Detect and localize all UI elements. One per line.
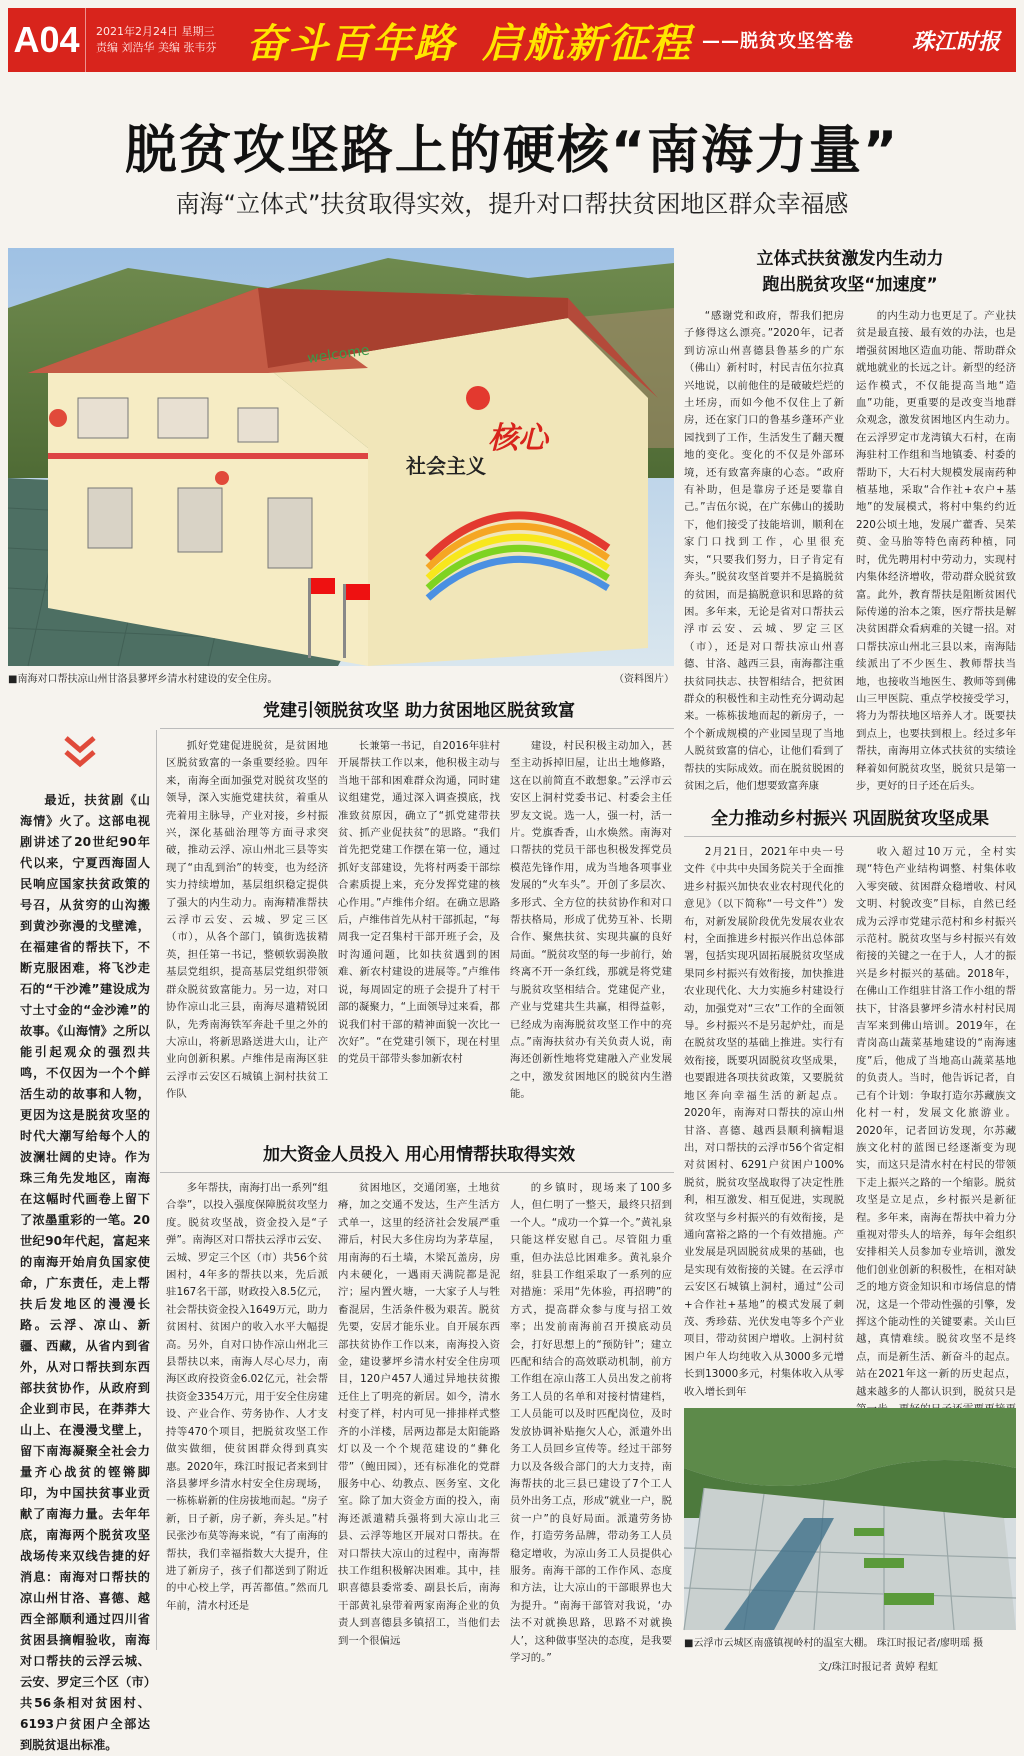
section1-col3-text: 建设，村民积极主动加入，甚至主动拆掉旧屋，让出土地修路，这在以前简直不敢想象。”云浮市云安区上洞村党委书记、村委会主任罗友文说。选一人，强一村，活一片。党旗香香，山水焕然。南海对口帮扶的党员干部也积极发挥党员模范先锋作用，成为当地各项事业发展的“火车头”。开创了多层次、多形式、全方位的扶贫协作和对口帮扶格局，形成了优势互补、长期合作、聚焦扶贫、实现共赢的良好局面。“脱贫攻坚的每一步前行，始终离不开一条红线，那就是将党建与脱贫攻坚相结合。党建促产业，产业与党建共生共赢，相得益彰，已经成为南海脱贫攻坚工作中的亮点。”南海扶贫办有关负责人说，南海还创新性地将党建融入产业发展之中，激发贫困地区的脱贫内生潜能。 (510, 740, 672, 1101)
section2-rule (160, 1172, 674, 1173)
wall-text-welcome: welcome (306, 342, 371, 367)
issue-editors: 责编 刘浩华 美编 张韦芬 (96, 41, 217, 54)
main-photo-caption (8, 670, 674, 685)
wall-text-core: 核心 (488, 421, 548, 456)
section2-col1-text: 多年帮扶，南海打出一系列“组合拳”，以投入强度保障脱贫攻坚力度。脱贫攻坚战，资金投入是“子弹”。南海区对口帮扶云浮市云安、云城、罗定三个区（市）共56个贫困村，4年多的帮扶以来，先后派驻167名干部，财政投入8.5亿元，社会帮扶资金投入1649万元，助力贫困村、贫困户的收入水平大幅提高。另外，自对口协作凉山州北三县帮扶以来，南海人尽心尽力，南海区政府投资金6.02亿元，社会帮扶资金3354万元，用于安全住房建设、产业合作、劳务协作、人才支持等470个项目，把脱贫攻坚工作做实做细，使贫困群众得到真实惠。2020年，珠江时报记者来到甘洛县蓼坪乡清水村安全住房现场，一栋栋崭新的住房拔地而起。“房子新，日子新，房子新，奔头足。”村民张沙布莫等海来说，“有了南海的帮扶，我们幸福指数大大提升，住进了新房子，孩子们都送到了附近的中心校上学，再苦都值。”然而几年前，清水村还是 (166, 1182, 328, 1612)
chevron-down-icon (60, 732, 100, 772)
section3-heading-line2: 跑出脱贫攻坚“加速度” (762, 275, 938, 295)
section1-col1-text: 抓好党建促进脱贫，是贫困地区脱贫致富的一条重要经验。四年来，南海全面加强党对脱贫攻坚的领导，深入实施党建扶贫，着重从壳着用主脉导，产业对接，乡村振兴，深化基础治理等方面寻求突破，推动云浮、凉山州北三县等实现了“由乱到治”的转变，也为经济实力持续增加，基层组织稳定提供了强大的内生动力。南海精准帮扶云浮市云安、云城、罗定三区（市），从各个部门，镇街选拔精英，担任第一书记，整顿软弱涣散基层党组织，提高基层党组织带领群众脱贫致富能力。另一边，对口协作凉山北三县，南海尽遣精锐团队，先秀南海铁军奔赴千里之外的大凉山，将新思路送进大山，让产业向创新积累。卢维伟是南海区驻云浮市云安区石城镇上洞村扶贫工作队 (166, 740, 328, 1101)
section2-col3 (510, 1180, 672, 1664)
banner-left: 奋斗百年路 (246, 19, 456, 67)
section3-heading-line1: 立体式扶贫激发内生动力 (756, 249, 944, 269)
section1-col3 (510, 738, 672, 1124)
section3-col1-text: “感谢党和政府，帮我们把房子修得这么漂亮。”2020年，记者到访凉山州喜德县鲁基乡的广东（佛山）新村时，村民吉伍尔拉真兴地说，以前他住的是破破烂烂的土坯房，而如今他不仅住上了新房，还在家门口的鲁基乡蓬环产业园找到了工作，生活发生了翻天覆地的变化。变化的不仅是外部环境，还有致富奔康的心态。“政府有补助，但是靠房子还是要靠自己。”吉伍尔说，在广东佛山的援助下，他们接受了技能培训，顺利在家门口找到工作，心里很充实，“只要我们努力，日子肯定有奔头。”脱贫攻坚首要并不是搞脱贫的贫困，而是搞脱意识和思路的贫困。多年来，无论是省对口帮扶云浮市云安、云城、罗定三区（市），还是对口帮扶凉山州喜德、甘洛、越西三县，南海都注重扶贫同扶志、扶智相结合，把贫困群众的积极性和主动性充分调动起来。一栋栋拔地而起的新房子，一个个新成规模的产业园呈现了当地人脱贫致富的信心，让他们看到了帮扶的实际成效。而在脱贫脱困的贫困之后，他们想要致富奔康 (684, 310, 844, 792)
section4-col1 (684, 844, 844, 1402)
section4-rule (684, 836, 1016, 837)
paper-logo: 珠江时报 (911, 28, 1000, 55)
section4-col2-text: 收入超过10万元，全村实现“特色产业结构调整、村集体收入零突破、贫困群众稳增收、村风文明、村貌改变”目标，自然已经成为云浮市党建示范村和乡村振兴示范村。脱贫攻坚与乡村振兴有效衔接的关键之一在于人，人才的振兴是乡村振兴的基础。2018年，在佛山工作组驻甘洛工作小组的帮扶下，甘洛县蓼坪乡清水村村民周吉军来到佛山培训。2019年，在青岗高山蔬菜基地建设的“南海速度”后，他成了当地高山蔬菜基地的负责人。当时，他告诉记者，自己有个计划：争取打造尔苏藏族文化村一村，发展文化旅游业。2020年，记者回访发现，尔苏藏族文化村的蓝图已经逐渐变为现实，而这只是清水村在村民的带领下走上振兴之路的一个缩影。脱贫攻坚是立足点，乡村振兴是新征程。多年来，南海在帮扶中着力分重视对带头人的培养，每年会组织安排相关人员参加专业培训，激发他们创业创新的积极性，在相对缺乏的地方资金知识和市场信息的情况，这是一个带动性强的引擎，发挥这个能动性的关键要素。关山巨越，真情难续。脱贫攻坚不是终点，而是新生活、新奋斗的起点。站在2021年这一新的历史起点，越来越多的人都认识到，脱贫只是 (856, 846, 1016, 1398)
greenhouse-photo (684, 1408, 1016, 1630)
section1-col2 (338, 738, 500, 1124)
page-number: A04 (8, 8, 86, 72)
section2-col1 (166, 1180, 328, 1640)
section3-heading (684, 246, 1016, 298)
lead-column-text: 最近，扶贫剧《山海情》火了。这部电视剧讲述了20世纪90年代以来，宁夏西海固人民响应国家扶贫政策的号召，从贫穷的山沟搬到黄沙弥漫的戈壁滩，在福建省的帮扶下，不断克服困难，将飞沙走石的“干沙滩”建设成为寸土寸金的“金沙滩”的故事。《山海情》之所以能引起观众的强烈共鸣，不仅因为一个个鲜活生动的故事和人物，更因为这是脱贫攻坚的时代大潮写给每个人的波澜壮阔的史诗。作为珠三角先发地区，南海在这幅时代画卷上留下了浓墨重彩的一笔。20世纪90年代起，富起来的南海开始肩负国家使命，广东责任，走上帮扶后发地区的漫漫长路。云浮、凉山、新疆、西藏，从省内到省外，从对口帮扶到东西部扶贫协作，从政府到企业到市民，在莽莽大山上、在漫漫戈壁上，留下南海凝聚全社会力量齐心战贫的铿锵脚印，为中国扶贫事业贡献了南海力量。去年年底，南海两个脱贫攻坚战场传来双线告捷的好消息：南海对口帮扶的凉山州甘洛、喜德、越西全部顺利通过四川省贫困县摘帽验收，南海对口帮扶的云浮云城、云安、罗定三个区（市）共56条相对贫困村、6193户贫困户全部达到脱贫退出标准。 (20, 793, 150, 1752)
byline: 文/珠江时报记者 黄婷 程虹 (818, 1662, 938, 1673)
section3-col2-text: 的内生动力也更足了。产业扶贫是最直接、最有效的办法，也是增强贫困地区造血功能、帮助群众就地就业的长远之计。新型的经济运作模式，不仅能提高当地“造血”功能，更重要的是改变当地群众观念，激发贫困地区内生动力。在云浮罗定市龙湾镇大石村，在南海驻村工作组和当地镇委、村委的帮助下，大石村大规模发展南药种植基地，采取“合作社+农户+基地”的发展模式，将村中集约约近220公顷土地，发展广藿香、吴茱萸、金马胎等特色南药种植，同时，优先聘用村中劳动力，实现村内集体经济增收，带动群众脱贫致富。此外，教育帮扶是阻断贫困代际传递的治本之策，医疗帮扶是解决贫困群众看病难的关键一招。对口帮扶凉山州北三县以来，南海陆续派出了不少医生、教师帮扶当地，也接收当地医生、教师等到佛山三甲医院、重点学校接受学习，将力为帮扶地区培养人才。既要扶到点上，也要扶到根上。经过多年帮扶，南海用立体式扶贫的实绩诠释着如何脱贫攻坚，脱贫只是第一步，更好的日子还在后头。 (856, 310, 1016, 792)
lead-column (20, 790, 150, 1752)
main-photo-credit: （资料图片） (614, 674, 674, 685)
section1-rule (160, 728, 674, 729)
sub-headline: 南海“立体式”扶贫取得实效，提升对口帮扶贫困地区群众幸福感 (175, 190, 849, 218)
section4-col2 (856, 844, 1016, 1402)
wall-text-socialism: 社会主义 (406, 454, 486, 478)
section1-col2-text: 长兼第一书记，自2016年驻村开展帮扶工作以来，他积极主动与当地干部和困难群众沟通，同时建议组建党，通过深入调查摸底，找准致贫原因，确立了“抓党建带扶贫、抓产业促扶贫”的思路。“我们首先把党建工作摆在第一位，通过抓好支部建设，先将村两委干部综合素质提上来，充分发挥党建的核心作用。”卢维伟介绍。在确立思路后，卢维伟首先从村干部抓起，“每周我一定召集村干部开班子会，及时沟通问题，比如扶贫遇到的困难、新农村建设的进展等。”卢维伟说，每周固定的班子会提升了村干部的凝聚力，“上面领导过来看，都说我们村干部的精神面貌一次比一次好”。“在党建引领下，现在村里的党员干部带头参加新农村 (338, 740, 500, 1066)
section4-col1-text: 2月21日，2021年中央一号文件《中共中央国务院关于全面推进乡村振兴加快农业农村现代化的意见》（以下简称“一号文件”）发布，对新发展阶段优先发展农业农村，全面推进乡村振兴作出总体部署，包括实现巩固拓展脱贫攻坚成果同乡村振兴有效衔接，加快推进农业现代化、大力实施乡村建设行动，加强党对“三农”工作的全面领导。乡村振兴不是另起炉灶，而是在脱贫攻坚的基础上推进。实行有效衔接，既要巩固脱贫攻坚成果，也要跟进各项扶贫政策，又要脱贫地区奔向幸福生活的新起点。2020年，南海对口帮扶的凉山州甘洛、喜德、越西县顺利摘帽退出，对口帮扶的云浮市56个省定相对贫困村、6291户贫困户100%脱贫，脱贫攻坚战取得了决定性胜利，相互激发、相互促进，实现脱贫攻坚与乡村振兴的有效衔接，是通向富裕之路的一个有效措施。产业发展是巩固脱贫成果的基础，也是实现有效衔接的关键。在云浮市云安区石城镇上洞村，通过“公司+合作社+基地”的模式发展了刺茂、秀珍菇、光伏发电等多个产业项目，带动贫困户增收。上洞村贫困户年人均纯收入从3000多元增长到13000多元，村集体收入从零收入增长到年 (684, 846, 844, 1398)
section2-col2-text: 贫困地区，交通闭塞，土地贫瘠，加之交通不发达，生产生活方式单一，这里的经济社会发展严重滞后，村民大多住房均为茅草屋，用南海的石土墙，木梁瓦盖房，房内未硬化，一遇雨天满院都是泥泞；屋内置火塘，一大家子人与牲畜混居，生活条件极为艰苦。脱贫先要，安居才能乐业。自开展东西部扶贫协作工作以来，南海投入资金，建设蓼坪乡清水村安全住房项目，120户457人通过异地扶贫搬迁住上了明亮的新居。如今，清水村变了样，村内可见一排排样式整齐的小洋楼，居两边都是太阳能路灯以及一个个规范建设的“彝化带”（鲍田园），还有标准化的党群服务中心、幼教点、医务室、文化室。除了加大资金方面的投入，南海还派遣精兵强将到大凉山北三县、云浮等地区开展对口帮扶。在对口帮扶大凉山的过程中，南海帮扶工作组积极解决困难。其中，挂职喜德县委常委、副县长后，南海干部黄礼泉带着两家南海企业的负责人到喜德县多镇招工，当他们去到一个很偏远 (338, 1182, 500, 1647)
main-photo-caption-text: ■南海对口帮扶凉山州甘洛县蓼坪乡清水村建设的安全住房。 (8, 674, 278, 685)
section2-col3-text: 的乡镇时，现场来了100多人，但仁明了一整天，最终只招到一个人。“成功一个算一个。”黄礼泉只能这样安慰自己。尽管阻力重重，但办法总比困难多。黄礼泉介绍，驻县工作组采取了一系列的应对措施：采用“先体验，再招聘”的方式，提高群众参与度与招工效率；出发前南海前召开摸底动员会，打好思想上的“预防针”；建立匹配和结合的高效联动机制，前方工作组在凉山落工人员出发之前将务工人员的名单和对接村情建档，工人员能可以及时匹配岗位，及时发放协调补贴拖欠人心，派遣外出务工人员回乡宣传等。经过干部努力以及各级合部门的大力支持，南海帮扶的北三县已建设了7个工人员外出务工点，形成“就业一户，脱贫一户”的良好局面。派遣劳务协作，打造劳务品牌，带动务工人员稳定增收，为凉山务工人员提供心服务。南海干部的工作作风、态度和方法，让大凉山的干部眼界也大为提升。“南海干部管对我说，‘办法不对就换思路，思路不对就换人’，这种做事坚决的态度，是我要学习的。” (510, 1182, 672, 1664)
masthead (8, 8, 1016, 72)
section3-col1 (684, 308, 844, 792)
main-headline: 脱贫攻坚路上的硬核“南海力量” (124, 121, 900, 181)
section1-col1 (166, 738, 328, 1124)
issue-meta (86, 24, 246, 56)
section3-col2 (856, 308, 1016, 792)
main-photo (8, 248, 674, 666)
section4-heading: 全力推动乡村振兴 巩固脱贫攻坚成果 (711, 809, 989, 829)
section2-col2 (338, 1180, 500, 1647)
section2-heading: 加大资金人员投入 用心用情帮扶取得实效 (263, 1145, 575, 1165)
greenhouse-photo-caption: ■云浮市云城区南盛镇视岭村的温室大棚。 珠江时报记者/廖明瑶 摄 (684, 1638, 984, 1649)
issue-date: 2021年2月24日 星期三 (96, 25, 215, 38)
banner-right: 启航新征程 (482, 19, 692, 67)
series-name: ——脱贫攻坚答卷 (702, 31, 854, 52)
section1-heading: 党建引领脱贫攻坚 助力贫困地区脱贫致富 (263, 701, 575, 721)
lead-column-rule (156, 730, 157, 1650)
series-banner (246, 12, 896, 69)
